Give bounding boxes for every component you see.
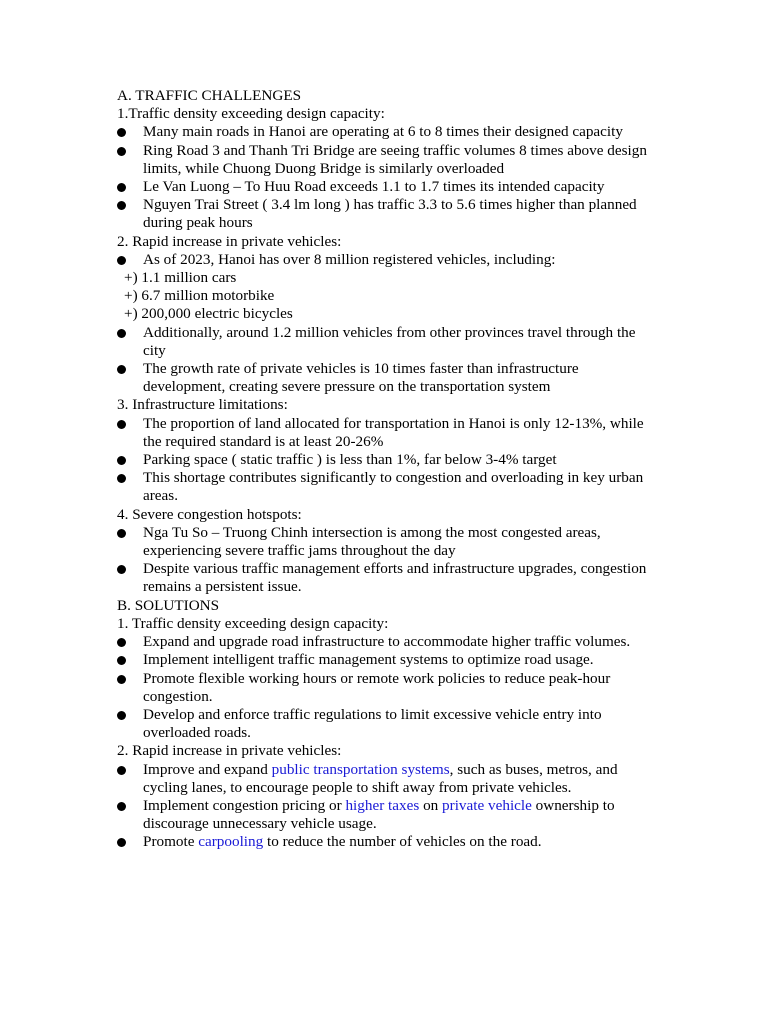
bullet-item: The proportion of land allocated for transportation in Hanoi is only 12-13%, while the required standard is at least 20-26% xyxy=(117,415,657,451)
private-vehicle-link[interactable]: private vehicle xyxy=(442,796,532,814)
bullet-text: ownership to discourage unnecessary vehicle usage. xyxy=(143,796,615,833)
bullet-text: on xyxy=(419,796,443,814)
sub-item: +) 1.1 million cars xyxy=(124,269,237,287)
section-a1-title: 1.Traffic density exceeding design capacity: xyxy=(117,105,385,123)
bullet-item: Additionally, around 1.2 million vehicles from other provinces travel through the city xyxy=(117,324,657,360)
public-transportation-link[interactable]: public transportation systems xyxy=(271,760,450,778)
bullet-item: Nga Tu So – Truong Chinh intersection is among the most congested areas, experiencing severe traffic jams throughout the day xyxy=(117,524,657,560)
bullet-item: This shortage contributes significantly to congestion and overloading in key urban areas. xyxy=(117,469,657,505)
bullet-item: Expand and upgrade road infrastructure to accommodate higher traffic volumes. xyxy=(117,633,657,651)
bullet-item: As of 2023, Hanoi has over 8 million registered vehicles, including: xyxy=(117,251,657,269)
carpooling-link[interactable]: carpooling xyxy=(198,833,264,851)
bullet-item: Promote flexible working hours or remote work policies to reduce peak-hour congestion. xyxy=(117,670,657,706)
bullet-item: Many main roads in Hanoi are operating at 6 to 8 times their designed capacity xyxy=(117,123,657,141)
bullet-item: Ring Road 3 and Thanh Tri Bridge are seeing traffic volumes 8 times above design limits, while Chuong Duong Bridge is similarly overloaded xyxy=(117,142,657,178)
bullet-text: Promote xyxy=(143,833,199,851)
bullet-item: Implement intelligent traffic management systems to optimize road usage. xyxy=(117,651,657,669)
bullet-item: Develop and enforce traffic regulations to limit excessive vehicle entry into overloaded roads. xyxy=(117,706,657,742)
bullet-item: Le Van Luong – To Huu Road exceeds 1.1 to 1.7 times its intended capacity xyxy=(117,178,657,196)
higher-taxes-link[interactable]: higher taxes xyxy=(345,796,420,814)
section-b-heading: B. SOLUTIONS xyxy=(117,596,220,614)
bullet-item xyxy=(117,833,657,851)
section-b2-title: 2. Rapid increase in private vehicles: xyxy=(117,742,342,760)
bullet-item xyxy=(117,797,657,833)
section-a4-title: 4. Severe congestion hotspots: xyxy=(117,505,302,523)
bullet-text: Implement congestion pricing or xyxy=(143,796,346,814)
section-a3-title: 3. Infrastructure limitations: xyxy=(117,396,288,414)
document-page xyxy=(117,87,657,852)
bullet-item: Parking space ( static traffic ) is less than 1%, far below 3-4% target xyxy=(117,451,657,469)
section-a2-title: 2. Rapid increase in private vehicles: xyxy=(117,232,342,250)
bullet-item: The growth rate of private vehicles is 10 times faster than infrastructure development, creating severe pressure on the transportation system xyxy=(117,360,657,396)
section-b1-title: 1. Traffic density exceeding design capacity: xyxy=(117,614,389,632)
bullet-item: Despite various traffic management efforts and infrastructure upgrades, congestion remains a persistent issue. xyxy=(117,560,657,596)
sub-item: +) 200,000 electric bicycles xyxy=(124,305,293,323)
bullet-text: to reduce the number of vehicles on the road. xyxy=(263,833,542,851)
bullet-text: , such as buses, metros, and cycling lanes, to encourage people to shift away from private vehicles. xyxy=(143,760,618,796)
bullet-item xyxy=(117,761,657,797)
bullet-text: Improve and expand xyxy=(143,760,272,778)
section-a-heading: A. TRAFFIC CHALLENGES xyxy=(117,87,302,104)
sub-item: +) 6.7 million motorbike xyxy=(124,287,275,305)
bullet-item: Nguyen Trai Street ( 3.4 lm long ) has traffic 3.3 to 5.6 times higher than planned during peak hours xyxy=(117,196,657,232)
